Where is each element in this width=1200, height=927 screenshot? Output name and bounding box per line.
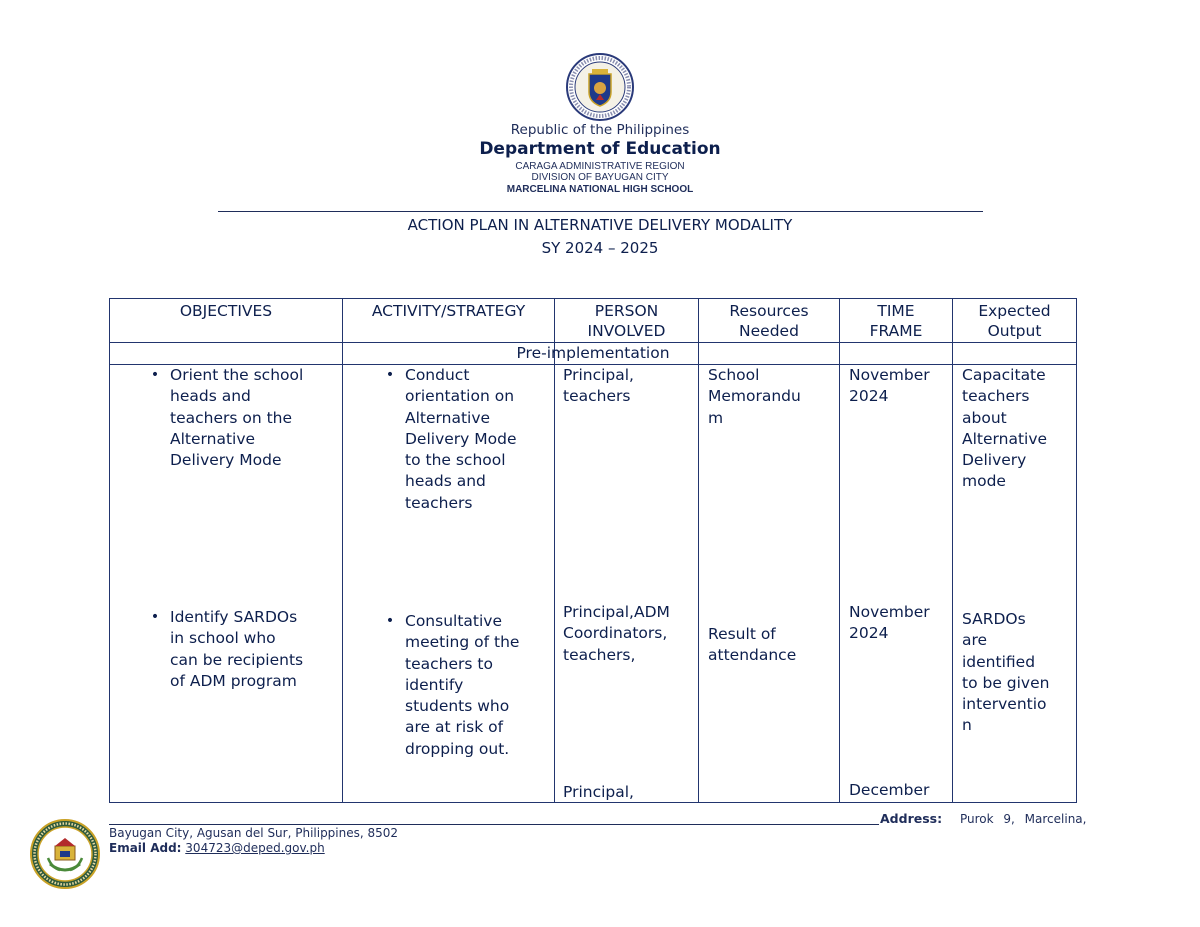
cell-line: Orient the school bbox=[170, 366, 304, 384]
cell-line: heads and bbox=[405, 472, 486, 491]
bullet-icon: • bbox=[150, 367, 160, 383]
column-header-line: PERSON bbox=[594, 302, 659, 320]
cell-line: Alternative bbox=[962, 429, 1048, 448]
bullet-icon: • bbox=[385, 367, 395, 383]
cell-line: Principal,ADM bbox=[563, 603, 670, 621]
column-divider bbox=[952, 299, 953, 803]
cell-line: Consultative bbox=[405, 612, 503, 630]
bullet-icon: • bbox=[150, 609, 160, 625]
cell-line: n bbox=[962, 716, 972, 735]
cell-line: in school who bbox=[170, 629, 276, 648]
cell-line: teachers bbox=[962, 387, 1030, 406]
column-header-line: INVOLVED bbox=[587, 322, 666, 340]
cell-line: Conduct bbox=[405, 366, 470, 384]
cell-line: students who bbox=[405, 697, 510, 716]
school-name: MARCELINA NATIONAL HIGH SCHOOL bbox=[506, 184, 694, 195]
cell-line: Alternative bbox=[170, 429, 256, 448]
phase-label: Pre-implementation bbox=[516, 344, 670, 362]
cell-line: teachers bbox=[563, 387, 631, 406]
address-label: Address: bbox=[880, 811, 943, 826]
column-header-line: Resources bbox=[729, 302, 809, 320]
column-header-line: OBJECTIVES bbox=[179, 302, 273, 320]
column-header-line: Output bbox=[987, 322, 1042, 340]
cell-line: about bbox=[962, 408, 1007, 427]
cell-line: mode bbox=[962, 472, 1006, 491]
resources-cell bbox=[708, 365, 838, 429]
column-header-line: TIME bbox=[877, 302, 915, 320]
school-year: SY 2024 – 2025 bbox=[541, 239, 659, 257]
cell-line: SARDOs bbox=[962, 610, 1026, 628]
column-divider bbox=[839, 299, 840, 803]
cell-line: identify bbox=[405, 675, 464, 694]
region-name: CARAGA ADMINISTRATIVE REGION bbox=[515, 161, 685, 172]
cell-line: can be recipients bbox=[170, 650, 304, 669]
persons-cell bbox=[563, 602, 697, 666]
column-divider bbox=[554, 299, 555, 803]
column-header-line: FRAME bbox=[869, 322, 923, 340]
resources-cell bbox=[708, 624, 838, 667]
cell-line: heads and bbox=[170, 387, 251, 406]
column-header-expected-output bbox=[953, 301, 1076, 341]
document-title: ACTION PLAN IN ALTERNATIVE DELIVERY MODALITY bbox=[407, 216, 793, 234]
cell-line: Identify SARDOs bbox=[170, 608, 298, 626]
school-logo-icon bbox=[28, 818, 102, 890]
column-divider bbox=[698, 299, 699, 803]
email-link[interactable]: 304723@deped.gov.ph bbox=[185, 841, 325, 855]
cell-line: Capacitate bbox=[962, 366, 1046, 384]
header-divider bbox=[218, 211, 983, 212]
cell-line: orientation on bbox=[405, 387, 515, 406]
cell-line: are at risk of bbox=[405, 718, 504, 737]
persons-cell-partial: Principal, bbox=[563, 783, 634, 801]
action-plan-table bbox=[109, 298, 1077, 803]
column-header-persons bbox=[555, 301, 698, 341]
expected-output-cell bbox=[962, 365, 1076, 493]
cell-line: teachers bbox=[405, 493, 473, 512]
column-header-objectives bbox=[110, 301, 342, 321]
cell-line: Delivery bbox=[962, 451, 1027, 470]
time-frame-cell bbox=[849, 602, 951, 645]
persons-cell bbox=[563, 365, 697, 408]
cell-line: to the school bbox=[405, 451, 506, 470]
time-frame-cell bbox=[849, 365, 951, 408]
cell-line: 2024 bbox=[849, 387, 889, 406]
bullet-icon: • bbox=[385, 613, 395, 629]
cell-line: Alternative bbox=[405, 408, 491, 427]
cell-line: attendance bbox=[708, 646, 797, 665]
republic-line: Republic of the Philippines bbox=[510, 122, 690, 138]
cell-line: dropping out. bbox=[405, 739, 510, 758]
footer-divider bbox=[109, 824, 879, 825]
department-name: Department of Education bbox=[479, 139, 721, 159]
cell-line: Principal, bbox=[563, 366, 634, 384]
column-header-line: Expected bbox=[978, 302, 1051, 320]
cell-line: are bbox=[962, 631, 988, 650]
column-divider bbox=[342, 299, 343, 803]
cell-line: Delivery Mode bbox=[170, 451, 282, 470]
objective-cell bbox=[140, 365, 340, 471]
cell-line: School bbox=[708, 366, 760, 384]
cell-line: Delivery Mode bbox=[405, 429, 517, 448]
column-header-activity bbox=[343, 301, 554, 321]
cell-line: teachers, bbox=[563, 645, 636, 664]
cell-line: meeting of the bbox=[405, 633, 520, 652]
expected-output-cell bbox=[962, 609, 1076, 737]
cell-line: of ADM program bbox=[170, 671, 297, 690]
address-city: Bayugan City, Agusan del Sur, Philippines, 8502 bbox=[109, 826, 399, 840]
activity-cell bbox=[375, 365, 553, 514]
cell-line: teachers to bbox=[405, 654, 493, 673]
column-header-line: ACTIVITY/STRATEGY bbox=[371, 302, 526, 320]
cell-line: m bbox=[708, 408, 724, 427]
cell-line: November bbox=[849, 603, 930, 621]
deped-seal-icon bbox=[565, 52, 635, 122]
cell-line: 2024 bbox=[849, 624, 889, 643]
address-value: Purok 9, Marcelina, bbox=[960, 812, 1087, 826]
objective-cell bbox=[140, 607, 340, 692]
division-name: DIVISION OF BAYUGAN CITY bbox=[531, 172, 669, 183]
column-header-resources bbox=[699, 301, 839, 341]
column-header-time-frame bbox=[840, 301, 952, 341]
activity-cell bbox=[375, 611, 553, 760]
email-label: Email Add: bbox=[109, 841, 182, 855]
cell-line: Memorandu bbox=[708, 387, 801, 406]
cell-line: November bbox=[849, 366, 930, 384]
cell-line: teachers on the bbox=[170, 408, 293, 427]
cell-line: to be given bbox=[962, 673, 1050, 692]
cell-line: Result of bbox=[708, 625, 776, 643]
time-frame-cell-partial: December bbox=[849, 781, 930, 799]
cell-line: identified bbox=[962, 652, 1036, 671]
cell-line: Coordinators, bbox=[563, 624, 668, 643]
email-line bbox=[109, 841, 325, 855]
column-header-line: Needed bbox=[739, 322, 799, 340]
cell-line: interventio bbox=[962, 695, 1047, 714]
